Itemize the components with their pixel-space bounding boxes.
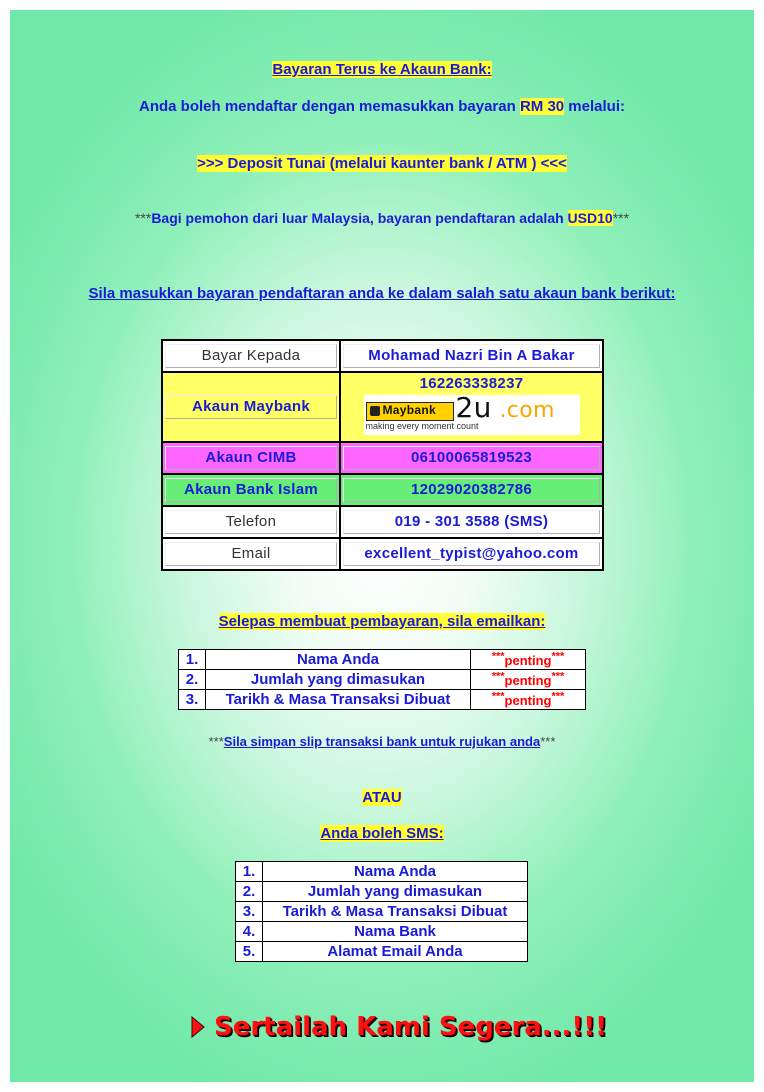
row-number: 5.: [236, 942, 263, 962]
row-text: Jumlah yang dimasukan: [263, 882, 528, 902]
row-text: Nama Anda: [206, 650, 471, 670]
table-row: 3. Tarikh & Masa Transaksi Dibuat ***penting***: [179, 690, 586, 710]
or-line: [10, 789, 754, 807]
row-number: 3.: [179, 690, 206, 710]
cimb-value: 06100065819523: [343, 446, 600, 470]
table-row: [236, 942, 528, 962]
intro-prefix: Anda boleh mendaftar dengan memasukkan bayaran: [139, 98, 520, 115]
phone-label: Telefon: [165, 510, 337, 534]
maybank-brand: Maybank: [382, 403, 436, 417]
row-text: Nama Bank: [263, 922, 528, 942]
sms-heading-line: [10, 825, 754, 843]
cimb-label: Akaun CIMB: [165, 446, 337, 470]
maybank-2u: 2u: [455, 391, 492, 424]
table-row: [236, 902, 528, 922]
or-label: ATAU: [362, 789, 402, 806]
foreign-stars-right: ***: [612, 210, 630, 226]
slip-stars-left: ***: [208, 734, 224, 749]
row-text: Jumlah yang dimasukan: [206, 670, 471, 690]
table-row: [162, 538, 603, 570]
slip-stars-right: ***: [540, 734, 556, 749]
important-note: penting: [504, 692, 552, 708]
row-number: 4.: [236, 922, 263, 942]
maybank-account-number: 162263338237: [419, 375, 524, 392]
maybank2u-logo: [364, 391, 580, 435]
page-background: [10, 10, 754, 1082]
slip-note-line: [10, 734, 754, 749]
foreign-note: [10, 210, 754, 226]
row-text: Tarikh & Masa Transaksi Dibuat: [206, 690, 471, 710]
deposit-method-line: [10, 155, 754, 173]
maybank-label: Akaun Maybank: [165, 395, 337, 419]
table-row: [236, 862, 528, 882]
bank-account-table: [161, 339, 604, 571]
payee-value: Mohamad Nazri Bin A Bakar: [343, 344, 600, 368]
maybank-logo-badge: [366, 402, 454, 421]
maybank-tiger-icon: [370, 406, 380, 416]
foreign-amount: USD10: [567, 210, 613, 226]
table-row: 1. Nama Anda ***penting***: [179, 650, 586, 670]
important-note: penting: [504, 652, 552, 668]
email-checklist-table: [178, 649, 586, 710]
after-payment-heading: Selepas membuat pembayaran, sila emailkan:: [218, 613, 546, 630]
maybank-dotcom: .com: [499, 398, 555, 423]
bank-instruction: Sila masukkan bayaran pendaftaran anda ke dalam salah satu akaun bank berikut:: [88, 285, 676, 302]
table-row: [236, 882, 528, 902]
section-title: [10, 61, 754, 79]
row-number: 2.: [179, 670, 206, 690]
table-row: [162, 506, 603, 538]
table-row: [162, 372, 603, 442]
bank-transfer-title: Bayaran Terus ke Akaun Bank:: [272, 61, 492, 78]
cta-line[interactable]: [190, 1012, 607, 1042]
maybank-tagline: making every moment count: [365, 421, 479, 431]
join-now-text[interactable]: Sertailah Kami Segera...!!!: [214, 1012, 608, 1042]
table-row: [162, 340, 603, 372]
red-arrow-icon: [190, 1015, 206, 1039]
row-text: Alamat Email Anda: [263, 942, 528, 962]
payee-label: Bayar Kepada: [165, 344, 337, 368]
after-payment-heading-line: [10, 613, 754, 631]
important-note: penting: [504, 672, 552, 688]
email-value[interactable]: excellent_typist@yahoo.com: [343, 542, 600, 566]
table-row: [162, 474, 603, 506]
table-row: [236, 922, 528, 942]
intro-line: [10, 98, 754, 115]
row-number: 2.: [236, 882, 263, 902]
sms-heading: Anda boleh SMS:: [320, 825, 444, 842]
intro-suffix: melalui:: [564, 98, 625, 115]
email-label: Email: [165, 542, 337, 566]
bank-islam-value: 12029020382786: [343, 478, 600, 502]
intro-amount: RM 30: [519, 98, 565, 115]
row-text: Tarikh & Masa Transaksi Dibuat: [263, 902, 528, 922]
table-row: 2. Jumlah yang dimasukan ***penting***: [179, 670, 586, 690]
bank-islam-label: Akaun Bank Islam: [165, 478, 337, 502]
slip-note: Sila simpan slip transaksi bank untuk rujukan anda: [223, 734, 541, 749]
deposit-method: >>> Deposit Tunai (melalui kaunter bank / ATM ) <<<: [197, 155, 567, 172]
foreign-stars-left: ***: [134, 210, 152, 226]
row-number: 3.: [236, 902, 263, 922]
sms-checklist-table: [235, 861, 528, 962]
foreign-text: Bagi pemohon dari luar Malaysia, bayaran pendaftaran adalah: [151, 210, 568, 226]
row-text: Nama Anda: [263, 862, 528, 882]
table-row: [162, 442, 603, 474]
row-number: 1.: [236, 862, 263, 882]
phone-value: 019 - 301 3588 (SMS): [343, 510, 600, 534]
row-number: 1.: [179, 650, 206, 670]
